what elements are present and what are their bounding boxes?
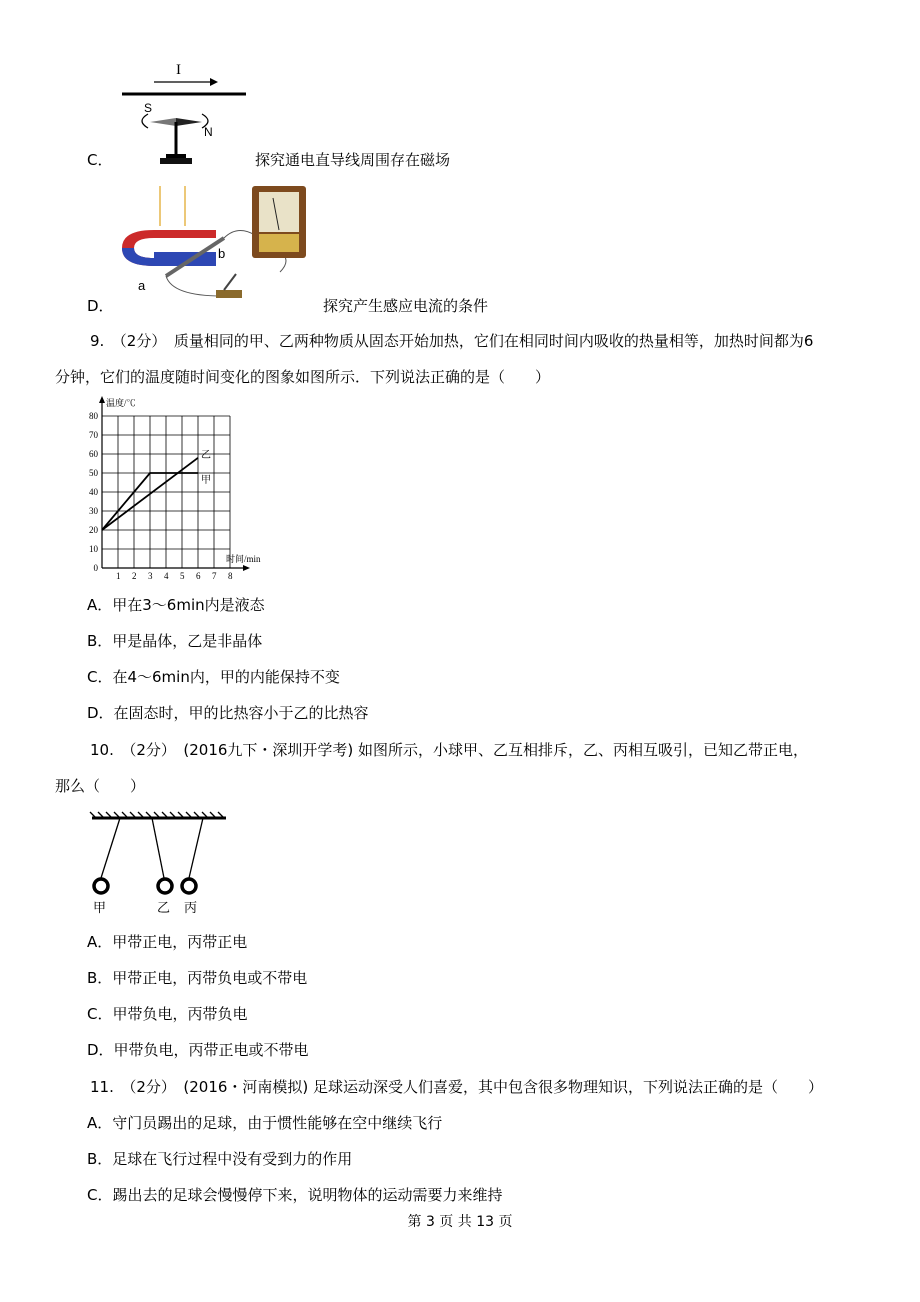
ball-label-jia: 甲 xyxy=(93,901,107,916)
x-tick-label: 2 xyxy=(132,571,137,581)
y-tick-label: 20 xyxy=(89,525,98,535)
q11-option-a: A．守门员踢出的足球，由于惯性能够在空中继续飞行 xyxy=(87,1114,443,1132)
q9-option-d: D．在固态时，甲的比热容小于乙的比热容 xyxy=(87,704,369,722)
q9-stem-line2: 分钟，它们的温度随时间变化的图象如图所示．下列说法正确的是（ ） xyxy=(55,368,551,386)
page-footer: 第 3 页 共 13 页 xyxy=(407,1214,513,1230)
q10-stem-line2: 那么（ ） xyxy=(55,777,146,795)
ball-label-yi: 乙 xyxy=(157,901,171,916)
x-tick-label: 1 xyxy=(116,571,121,581)
q11-option-c: C．踢出去的足球会慢慢停下来，说明物体的运动需要力来维持 xyxy=(87,1186,503,1204)
series-label-1: 甲 xyxy=(201,475,211,486)
y-tick-label: 60 xyxy=(89,449,98,459)
wire-end-b-label: b xyxy=(218,246,226,261)
x-axis-arrow xyxy=(243,565,250,571)
y-axis-title: 温度/℃ xyxy=(106,398,136,408)
q8-option-c-text: 探究通电直导线周围存在磁场 xyxy=(255,151,451,169)
q11-stem-line1: 11. （2分） (2016・河南模拟) 足球运动深受人们喜爱，其中包含很多物理知识，下列说法正确的是（ ） xyxy=(90,1078,824,1096)
q10-option-a: A．甲带正电，丙带正电 xyxy=(87,933,248,951)
y-tick-label: 80 xyxy=(89,411,98,421)
series-label-2: 乙 xyxy=(201,449,211,461)
y-tick-label: 10 xyxy=(89,544,98,554)
q10-option-c: C．甲带负电，丙带负电 xyxy=(87,1005,248,1023)
x-tick-label: 6 xyxy=(196,571,201,581)
hanging-balls-figure xyxy=(88,812,233,916)
q9-option-a: A．甲在3～6min内是液态 xyxy=(87,596,265,614)
x-tick-label: 8 xyxy=(228,571,233,581)
y-tick-label: 30 xyxy=(89,506,98,516)
x-tick-label: 5 xyxy=(180,571,185,581)
q10-option-b: B．甲带正电，丙带负电或不带电 xyxy=(87,969,308,987)
q9-stem-line1: 9. （2分） 质量相同的甲、乙两种物质从固态开始加热，它们在相同时间内吸收的热量相等，加热时间都为6 xyxy=(90,332,814,350)
oersted-experiment-figure xyxy=(110,58,260,170)
n-pole-label: N xyxy=(204,125,213,139)
wire-end-a-label: a xyxy=(138,278,146,293)
x-tick-label: 4 xyxy=(164,571,169,581)
q9-option-b: B．甲是晶体，乙是非晶体 xyxy=(87,632,263,650)
ball-label-bing: 丙 xyxy=(184,901,198,916)
q9-option-c: C．在4～6min内，甲的内能保持不变 xyxy=(87,668,340,686)
q11-option-b: B．足球在飞行过程中没有受到力的作用 xyxy=(87,1150,353,1168)
y-tick-label: 40 xyxy=(89,487,98,497)
y-axis-arrow xyxy=(99,396,105,403)
induction-experiment-figure xyxy=(112,182,322,300)
x-tick-label: 7 xyxy=(212,571,217,581)
q10-option-d: D．甲带负电，丙带正电或不带电 xyxy=(87,1041,309,1059)
q8-option-c-letter: C． xyxy=(87,151,113,169)
y-tick-label: 0 xyxy=(93,563,98,573)
x-tick-label: 3 xyxy=(148,571,153,581)
current-label: I xyxy=(176,62,181,78)
q8-option-d-text: 探究产生感应电流的条件 xyxy=(323,297,489,315)
temperature-time-chart xyxy=(80,398,260,582)
q10-stem-line1: 10. （2分） (2016九下・深圳开学考) 如图所示，小球甲、乙互相排斥，乙、丙相互吸引，已知乙带正电， xyxy=(90,741,809,759)
y-tick-label: 50 xyxy=(89,468,98,478)
y-tick-label: 70 xyxy=(89,430,98,440)
q8-option-d-letter: D． xyxy=(87,297,114,315)
s-pole-label: S xyxy=(144,101,153,115)
x-axis-title: 时间/min xyxy=(226,554,261,564)
